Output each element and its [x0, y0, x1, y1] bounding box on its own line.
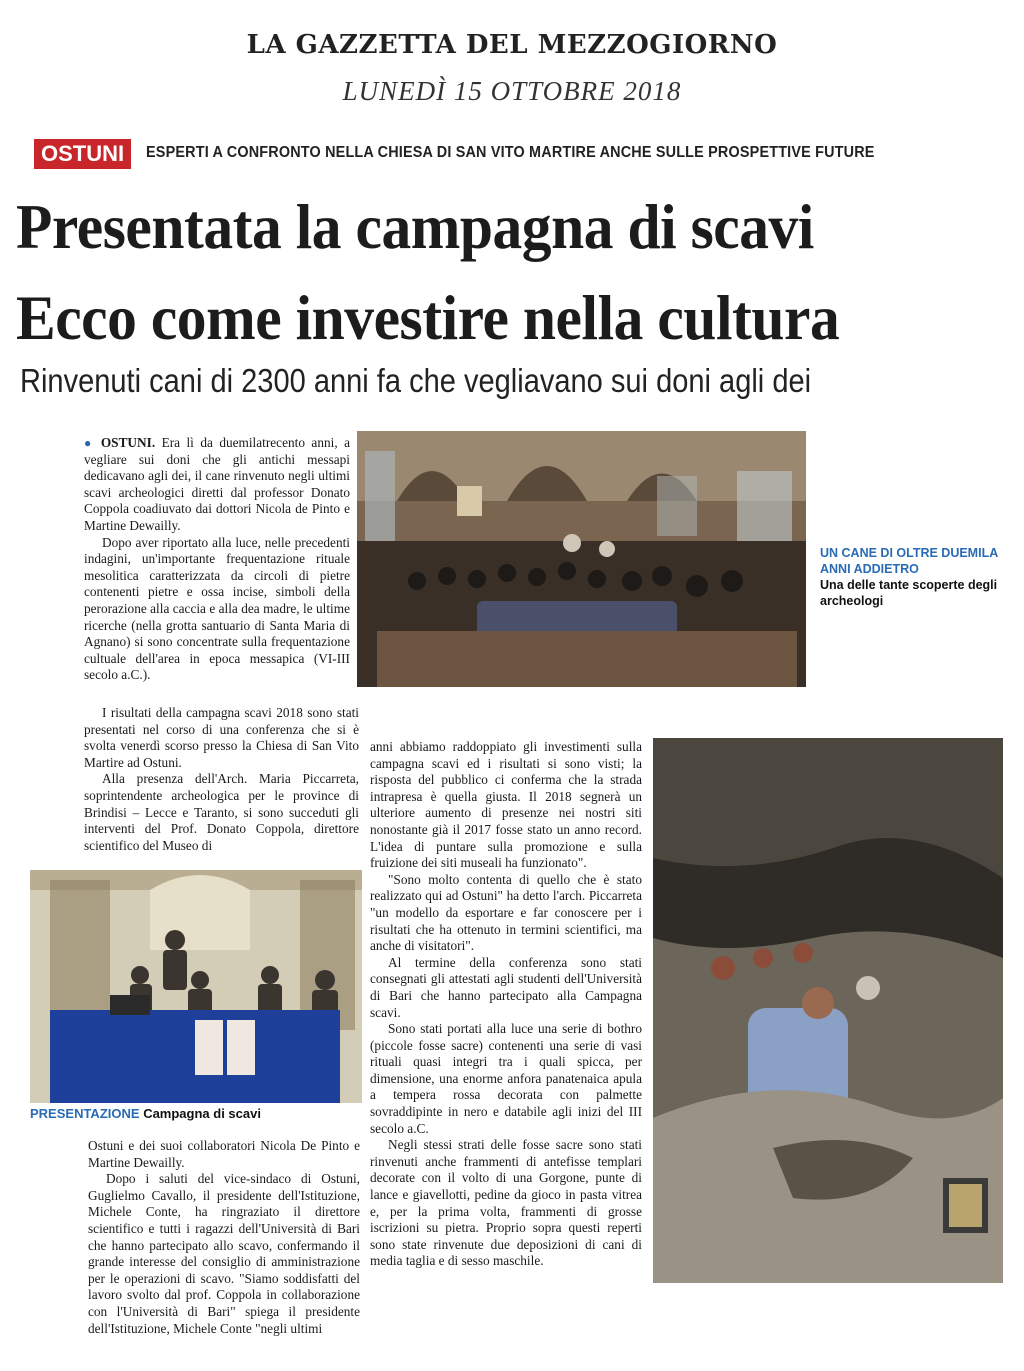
paragraph: Sono stati portati alla luce una serie di bothro (piccole fosse sacre) contenenti una serie di vasi rituali quasi integri tra i quali spicca, per dimensione, una enorme anfora panatenaica apula a tempera rossa decorata con palmette sovraddipinte in nero e databile agli inizi del III secolo a.C.	[370, 1021, 642, 1136]
paragraph: Ostuni e dei suoi collaboratori Nicola De Pinto e Martine Dewailly.	[88, 1138, 360, 1170]
paragraph	[84, 435, 350, 535]
dateline: OSTUNI.	[100, 435, 156, 450]
headline-line-1: Presentata la campagna di scavi	[16, 191, 814, 262]
article-column-left	[84, 705, 359, 854]
newspaper-masthead: LA GAZZETTA DEL MEZZOGIORNO	[246, 30, 778, 60]
conference-panel-photo	[30, 870, 362, 1103]
article-column-center	[370, 739, 642, 1270]
conference-photo-caption	[30, 1106, 362, 1121]
paragraph: Al termine della conferenza sono stati consegnati gli attestati agli studenti dell'Università di Bari che hanno partecipato alla Campagna scavi.	[370, 954, 642, 1020]
caption-text: Campagna di scavi	[143, 1106, 261, 1121]
conference-hall-illustration	[357, 431, 806, 687]
paragraph: "Sono molto contenta di quello che è stato realizzato qui ad Ostuni" ha detto l'arch. Piccarreta "un modello da esportare e far conoscere per i risultati che ha ottenuto in termini scientifici, ma anche di visitatori".	[370, 871, 642, 954]
caption-title: UN CANE DI OLTRE DUEMILA ANNI ADDIETRO	[820, 546, 998, 576]
article-column-left-bottom	[88, 1138, 360, 1337]
caption-title: PRESENTAZIONE	[30, 1106, 140, 1121]
kicker: ESPERTI A CONFRONTO NELLA CHIESA DI SAN VITO MARTIRE ANCHE SULLE PROSPETTIVE FUTURE	[146, 144, 875, 161]
conference-hall-photo	[357, 431, 806, 687]
paragraph: anni abbiamo raddoppiato gli investimenti sulla campagna scavi ed i risultati si sono visti; la risposta del pubblico ci conferma che la strada intrapresa è quella giusta. Il 2018 segnerà un ulteriore aumento di presenze nei nostri siti nonostante già il 2017 fosse stato un anno record. L'idea di puntare sulla promozione e sulla fruizione dei siti museali ha funzionato".	[370, 739, 642, 871]
cave-excavation-photo	[653, 738, 1003, 1283]
bullet-dot-icon: ●	[84, 436, 95, 450]
paragraph: Dopo i saluti del vice-sindaco di Ostuni, Guglielmo Cavallo, il presidente dell'Istituzione, Michele Conte, ha ringraziato il direttore scientifico e tutti i ragazzi dell'Università di Bari che hanno partecipato allo scavo, confermando il grande interesse del consiglio di amministrazione per le operazioni di scavo. "Siamo soddisfatti del lavoro svolto dal prof. Coppola in collaborazione con l'Università di Bari" spiega il presidente dell'Istituzione, Michele Conte "negli ultimi	[88, 1171, 360, 1336]
issue-date: LUNEDÌ 15 OTTOBRE 2018	[342, 76, 682, 106]
cave-excavation-illustration	[653, 738, 1003, 1283]
paragraph: Alla presenza dell'Arch. Maria Piccarreta, soprintendente archeologica per le province di Brindisi – Lecce e Taranto, si sono succeduti gli interventi del Prof. Donato Coppola, direttore scientifico del Museo di	[84, 771, 359, 853]
subheadline: Rinvenuti cani di 2300 anni fa che vegliavano sui doni agli dei	[20, 362, 812, 399]
caption-text: Una delle tante scoperte degli archeologi	[820, 578, 998, 608]
paragraph: Negli stessi strati delle fosse sacre sono stati rinvenuti anche frammenti di antefisse templari decorate con il volto di una Gorgone, punte di lance e giavellotti, pedine da gioco in pasta vitrea e, per la prima volta, frammenti di grosse iscrizioni su pietra. Proprio sopra questi reperti sono state rinvenute due deposizioni di cani di media taglia e di sesso maschile.	[370, 1137, 642, 1269]
conference-panel-illustration	[30, 870, 362, 1103]
hall-photo-caption	[820, 545, 1000, 609]
headline-line-2: Ecco come investire nella cultura	[16, 282, 840, 353]
paragraph: I risultati della campagna scavi 2018 sono stati presentati nel corso di una conferenza che si è svolta venerdì scorso presso la Chiesa di San Vito Martire ad Ostuni.	[84, 705, 359, 770]
section-tag: OSTUNI	[34, 139, 131, 169]
paragraph-text: Era lì da duemilatrecento anni, a vegliare sui doni che gli antichi messapi dedicavano agli dei, il cane rinvenuto negli ultimi scavi archeologici diretti dal professor Donato Coppola coadiuvato dai dottori Nicola de Pinto e Martine Dewailly.	[84, 435, 350, 533]
paragraph: Dopo aver riportato alla luce, nelle precedenti indagini, un'importante frequentazione rituale mesolitica caratterizzata da circoli di pietre contenenti pietre e ossa incise, simboli della perorazione alla caccia e alla dea madre, le ultime ricerche (nella grotta santuario di Santa Maria di Agnano) si sono concentrate sulla frequentazione cultuale dell'area in epoca messapica (VI-III secolo a.C.).	[84, 534, 350, 683]
article-column-intro	[84, 435, 350, 684]
